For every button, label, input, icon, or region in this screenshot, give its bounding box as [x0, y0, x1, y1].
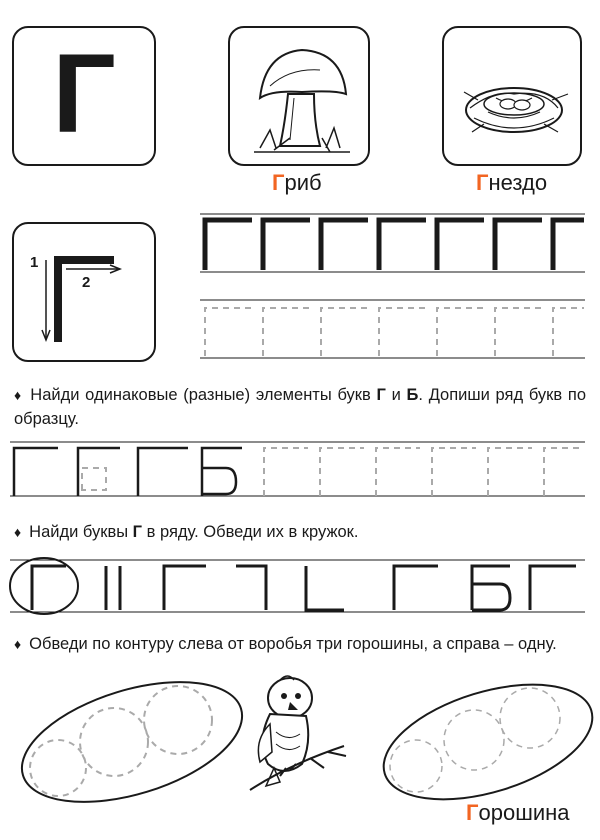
letters-compare-row	[10, 442, 585, 498]
caption-nest: Гнездо	[476, 170, 548, 195]
sparrow-icon	[240, 672, 360, 802]
tracing-row-dashed	[200, 300, 585, 360]
big-letter: Г	[52, 31, 116, 156]
caption-mushroom: Гриб	[272, 170, 322, 195]
pea-2	[80, 708, 148, 776]
stroke-step-1: 1	[30, 254, 39, 271]
mushroom-icon	[230, 28, 372, 168]
task-2: ♦ Найди буквы Г в ряду. Обведи их в кружок.	[14, 523, 359, 541]
find-letter-row	[10, 556, 585, 616]
pea-1	[30, 740, 86, 796]
task-3: ♦ Обведи по контуру слева от воробья три горошины, а справа – одну.	[14, 635, 557, 653]
pea-3	[144, 686, 212, 754]
pea-pod-right	[378, 676, 598, 806]
pea-pod-left	[16, 676, 248, 808]
tracing-row-solid	[200, 214, 585, 274]
letter-card	[12, 26, 156, 166]
stroke-order-diagram	[14, 224, 158, 364]
picture-card-nest	[442, 26, 582, 166]
caption-pea: Горошина	[466, 800, 570, 825]
stroke-order-card	[12, 222, 156, 362]
nest-icon	[444, 28, 584, 168]
stroke-step-2: 2	[82, 274, 91, 291]
picture-card-mushroom	[228, 26, 370, 166]
task-1: ♦ Найди одинаковые (разные) элементы букв Г и Б. Допиши ряд букв по образцу.	[14, 386, 586, 428]
